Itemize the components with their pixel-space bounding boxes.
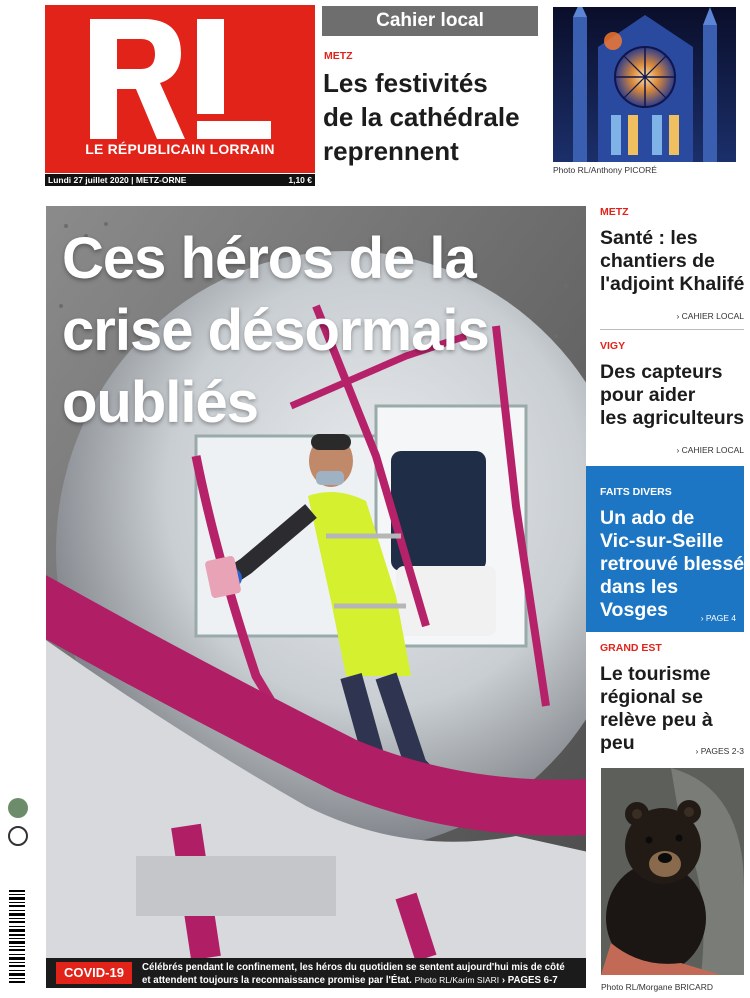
side-link-cahier-local[interactable]: › CAHIER LOCAL [676, 445, 744, 455]
side-kicker-metz: METZ [600, 206, 629, 218]
newspaper-logo[interactable] [45, 5, 315, 173]
headline-line: oubliés [62, 370, 259, 435]
cathedral-photo-credit: Photo RL/Anthony PICORÉ [553, 165, 657, 175]
side-headline-grand-est[interactable] [600, 663, 750, 755]
headline-line: Le tourisme [600, 663, 711, 685]
main-headline[interactable] [62, 223, 582, 439]
headline-line: de la cathédrale [323, 102, 520, 132]
local-kicker: METZ [324, 50, 353, 62]
headline-line: Vic-sur-Seille [600, 530, 724, 552]
banner-text[interactable] [142, 961, 582, 987]
recycle-icon [8, 826, 28, 846]
headline-line: l'adjoint Khalifé [600, 273, 745, 295]
headline-line: Les festivités [323, 68, 488, 98]
bear-cub-illustration-icon [601, 768, 744, 975]
divider [600, 329, 744, 330]
dateline [45, 174, 315, 186]
side-headline-metz[interactable] [600, 227, 744, 296]
banner-line-2 [142, 974, 582, 987]
banner-line: et attendent toujours la reconnaissance promise par l'État. [142, 975, 412, 986]
headline-line: Des capteurs [600, 361, 723, 383]
headline-line: reprennent [323, 136, 459, 166]
banner-line: Célébrés pendant le confinement, les héros du quotidien se sentent aujourd'hui mis de côté [142, 962, 565, 973]
newspaper-name: LE RÉPUBLICAIN LORRAIN [85, 141, 275, 157]
headline-line: Santé : les [600, 227, 698, 249]
banner-photo-credit: Photo RL/Karim SIARI [414, 975, 500, 985]
date-edition: Lundi 27 juillet 2020 | METZ-ORNE [48, 175, 187, 185]
side-link-page-4[interactable]: › PAGE 4 [700, 613, 736, 623]
headline-line: relève peu à peu [600, 709, 713, 754]
price: 1,10 € [288, 175, 312, 185]
headline-line: pour aider [600, 384, 696, 406]
cathedral-illustration-icon [553, 7, 736, 162]
barcode-icon [7, 888, 29, 986]
headline-line: retrouvé blessé [600, 553, 745, 575]
banner-pages-link[interactable]: › PAGES 6-7 [501, 975, 558, 986]
headline-line: Un ado de [600, 507, 695, 529]
side-kicker-faits-divers: FAITS DIVERS [600, 486, 672, 498]
side-link-cahier-local[interactable]: › CAHIER LOCAL [676, 311, 744, 321]
bear-cub-photo[interactable] [601, 768, 744, 975]
headline-line: dans les Vosges [600, 576, 679, 621]
local-headline[interactable] [323, 66, 545, 168]
bear-photo-credit: Photo RL/Morgane BRICARD [601, 982, 713, 992]
side-headline-vigy[interactable] [600, 361, 744, 430]
cathedral-photo[interactable] [553, 7, 736, 162]
covid-tag[interactable]: COVID-19 [56, 962, 132, 984]
headline-line: Ces héros de la [62, 226, 476, 291]
rl-logo-icon [85, 19, 275, 139]
label-icon [8, 798, 28, 818]
side-link-pages-2-3[interactable]: › PAGES 2-3 [695, 746, 744, 756]
side-headline-faits-divers[interactable] [600, 507, 750, 622]
side-kicker-vigy: VIGY [600, 340, 626, 352]
headline-line: les agriculteurs [600, 407, 745, 429]
headline-line: crise désormais [62, 298, 489, 363]
section-cahier-local[interactable]: Cahier local [322, 6, 538, 36]
side-kicker-grand-est: GRAND EST [600, 642, 662, 654]
headline-line: chantiers de [600, 250, 715, 272]
headline-line: régional se [600, 686, 703, 708]
barcode [7, 888, 29, 986]
